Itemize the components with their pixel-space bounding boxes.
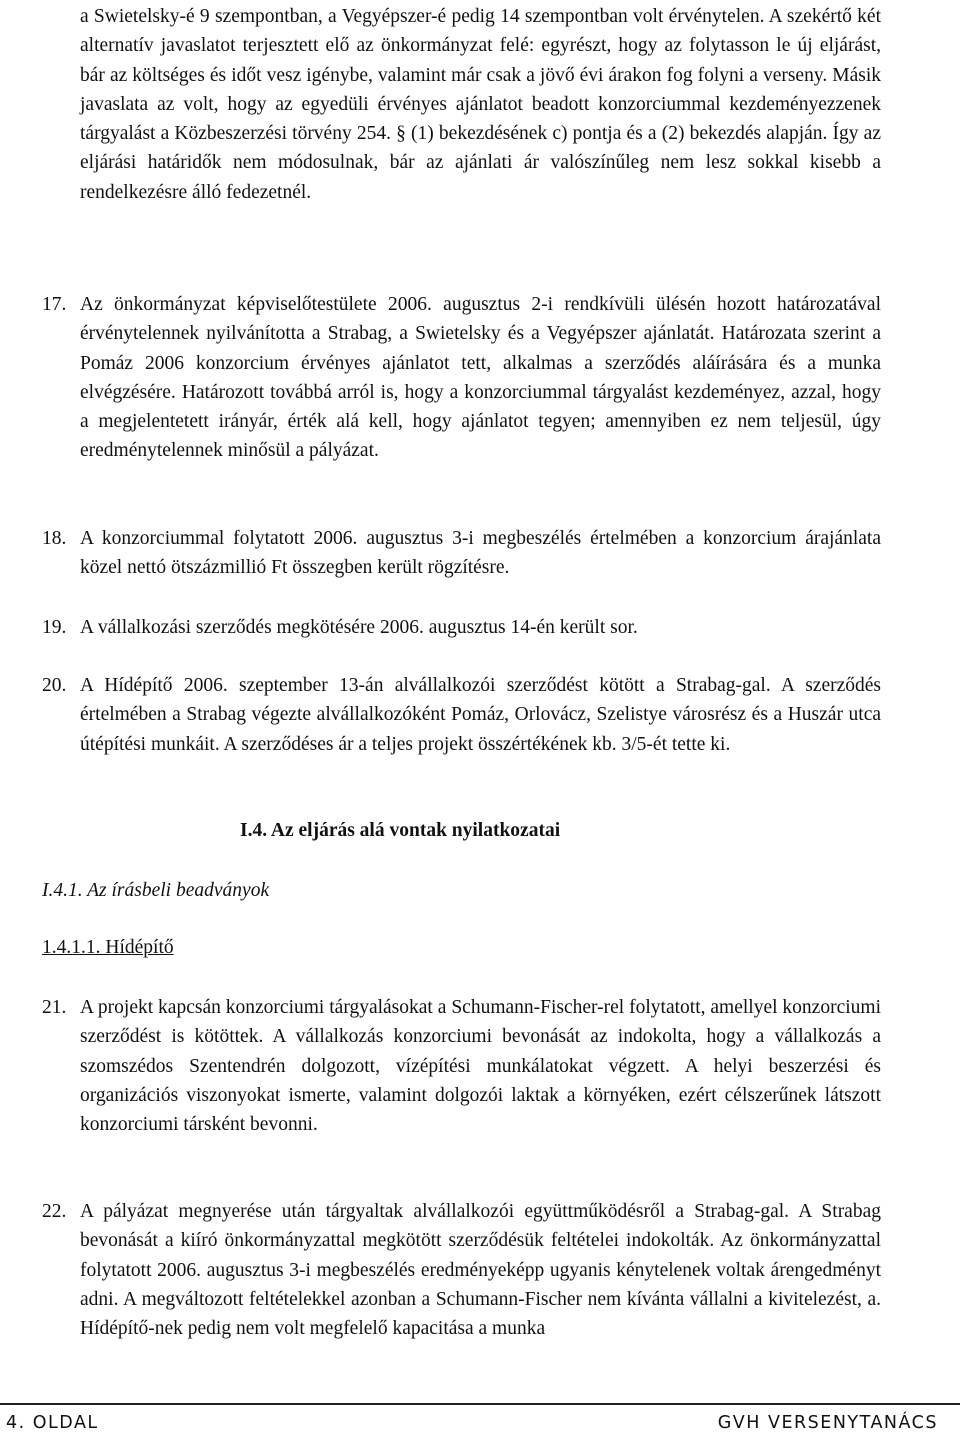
item-number: 22. (42, 1201, 67, 1222)
section-heading: I.4. Az eljárás alá vontak nyilatkozatai (240, 820, 561, 841)
item-number: 20. (42, 675, 67, 696)
item-paragraph: A Hídépítő 2006. szeptember 13-án alvállalkozói szerződést kötött a Strabag-gal. A szerződés értelmében a Strabag végezte alvállalkozóként Pomáz, Orlovácz, Szelistye városrész és a Huszár utca útépítési munkáit. A szerződéses ár a teljes projekt összértékének kb. 3/5-ét tette ki. (80, 675, 881, 755)
item-number: 17. (42, 294, 67, 315)
footer-divider (0, 1403, 960, 1405)
footer-organization: GVH VERSENYTANÁCS (717, 1413, 938, 1433)
section-subheading: I.4.1. Az írásbeli beadványok (42, 880, 270, 901)
item-number: 18. (42, 528, 67, 549)
item-paragraph: A pályázat megnyerése után tárgyaltak alvállalkozói együttműködésről a Strabag-gal. A Strabag bevonását a kiíró önkormányzattal megkötött szerződésük feltételei indokolták. Az önkormányzattal folytatott 2006. augusztus 3-i megbeszélés eredményeképp ugyanis kénytelenek voltak árengedményt adni. A megváltozott feltételekkel azonban a Schumann-Fischer nem kívánta vállalni a kivitelezést, a. Hídépítő-nek pedig nem volt megfelelő kapacitása a munka (80, 1201, 881, 1340)
item-paragraph: A vállalkozási szerződés megkötésére 2006. augusztus 14-én került sor. (80, 617, 638, 638)
footer-page-number: 4. OLDAL (6, 1413, 99, 1433)
item-number: 21. (42, 997, 67, 1018)
section-subsubheading: 1.4.1.1. Hídépítő (42, 937, 174, 958)
item-number: 19. (42, 617, 67, 638)
item-paragraph: Az önkormányzat képviselőtestülete 2006. augusztus 2-i rendkívüli ülésén hozott határozatával érvénytelennek nyilvánította a Strabag, a Swietelsky és a Vegyépszer ajánlatát. Határozata szerint a Pomáz 2006 konzorcium érvényes ajánlatot tett, alkalmas a szerződés aláírására és a munka elvégzésére. Határozott továbbá arról is, hogy a konzorciummal tárgyalást kezdeményez, azzal, hogy a megjelentetett irányár, érték alá kell, hogy ajánlatot tegyen; amennyiben ez nem teljesül, úgy eredménytelennek minősül a pályázat. (80, 294, 881, 462)
item-paragraph: A konzorciummal folytatott 2006. augusztus 3-i megbeszélés értelmében a konzorcium árajánlata közel nettó ötszázmillió Ft összegben került rögzítésre. (80, 528, 881, 579)
intro-paragraph: a Swietelsky-é 9 szempontban, a Vegyépszer-é pedig 14 szempontban volt érvénytelen. A szekértő két alternatív javaslatot terjesztett elő az önkormányzat felé: egyrészt, hogy az folytasson le új eljárást, bár az költséges és időt vesz igénybe, valamint már csak a jövő évi árakon fog folyni a verseny. Másik javaslata az volt, hogy az egyedüli érvényes ajánlatot beadott konzorciummal kezdeményezzenek tárgyalást a Közbeszerzési törvény 254. § (1) bekezdésének c) pontja és a (2) bekezdés alapján. Így az eljárási határidők nem módosulnak, bár az ajánlati ár valószínűleg nem lesz sokkal kisebb a rendelkezésre álló fedezetnél. (80, 6, 881, 203)
item-paragraph: A projekt kapcsán konzorciumi tárgyalásokat a Schumann-Fischer-rel folytatott, amellyel konzorciumi szerződést is kötöttek. A vállalkozás konzorciumi bevonását az indokolta, hogy a vállalkozás a szomszédos Szentendrén dolgozott, vízépítési munkálatokat végzett. A helyi beszerzési és organizációs viszonyokat ismerte, valamint dolgozói laktak a környéken, ezért célszerűnek látszott konzorciumi társként bevonni. (80, 997, 881, 1136)
